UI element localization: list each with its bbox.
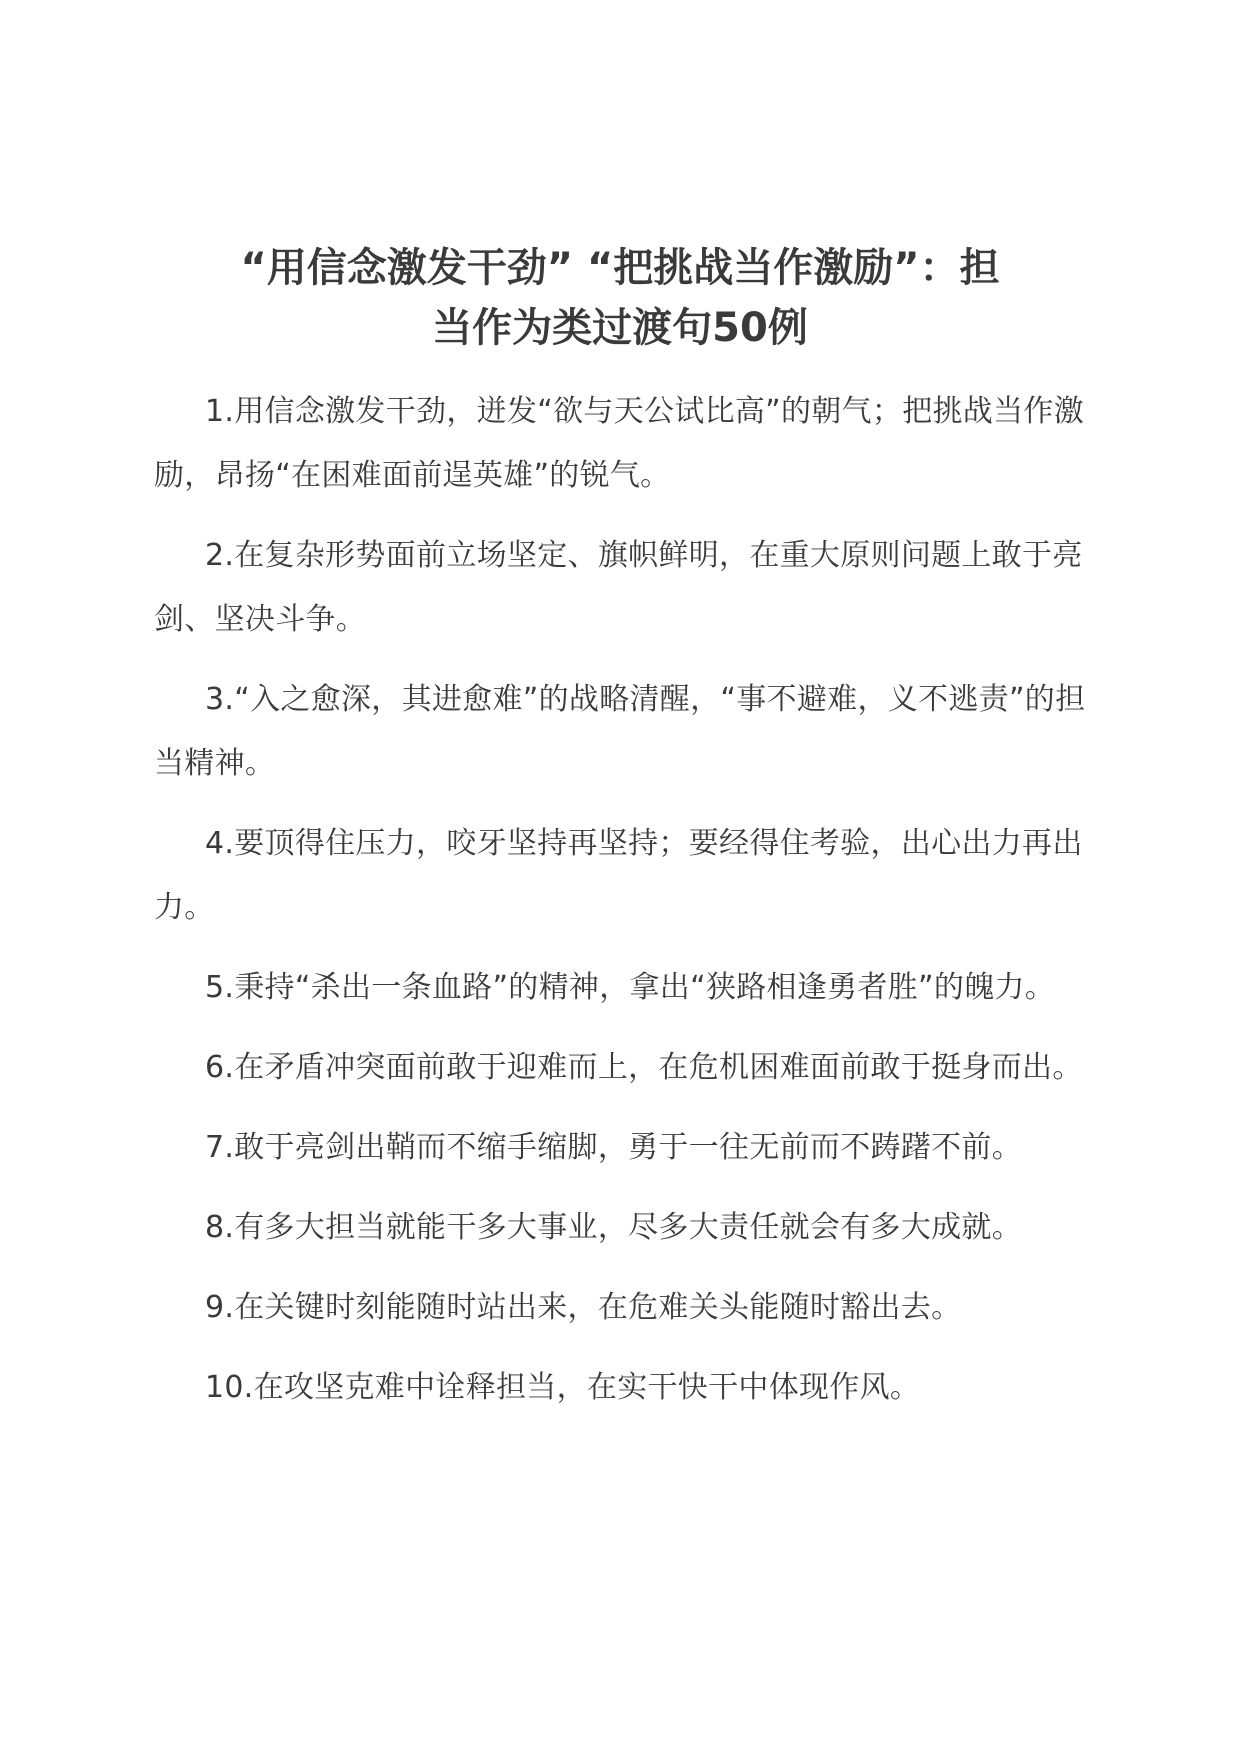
title-line-2: 当作为类过渡句50例 [432, 305, 808, 351]
list-item: 6.在矛盾冲突面前敢于迎难而上，在危机困难面前敢于挺身而出。 [205, 1050, 1083, 1085]
list-item: 7.敢于亮剑出鞘而不缩手缩脚，勇于一往无前而不踌躇不前。 [205, 1130, 1023, 1165]
list-item: 5.秉持“杀出一条血路”的精神，拿出“狭路相逢勇者胜”的魄力。 [205, 970, 1056, 1005]
list-item: 10.在攻坚克难中诠释担当，在实干快干中体现作风。 [205, 1370, 921, 1405]
document-title [150, 238, 1090, 358]
title-line-1: “用信念激发干劲” “把挑战当作激励”：担 [240, 245, 1000, 291]
list-item: 9.在关键时刻能随时站出来，在危难关头能随时豁出去。 [205, 1290, 962, 1325]
sentence-list [154, 380, 1090, 1436]
list-item: 3.“入之愈深，其进愈难”的战略清醒，“事不避难，义不逃责”的担当精神。 [154, 682, 1086, 781]
list-item: 4.要顶得住压力，咬牙坚持再坚持；要经得住考验，出心出力再出力。 [154, 826, 1083, 925]
list-item: 8.有多大担当就能干多大事业，尽多大责任就会有多大成就。 [205, 1210, 1023, 1245]
list-item: 2.在复杂形势面前立场坚定、旗帜鲜明，在重大原则问题上敢于亮剑、坚决斗争。 [154, 538, 1083, 637]
list-item: 1.用信念激发干劲，迸发“欲与天公试比高”的朝气；把挑战当作激励，昂扬“在困难面前逞英雄”的锐气。 [154, 394, 1085, 493]
